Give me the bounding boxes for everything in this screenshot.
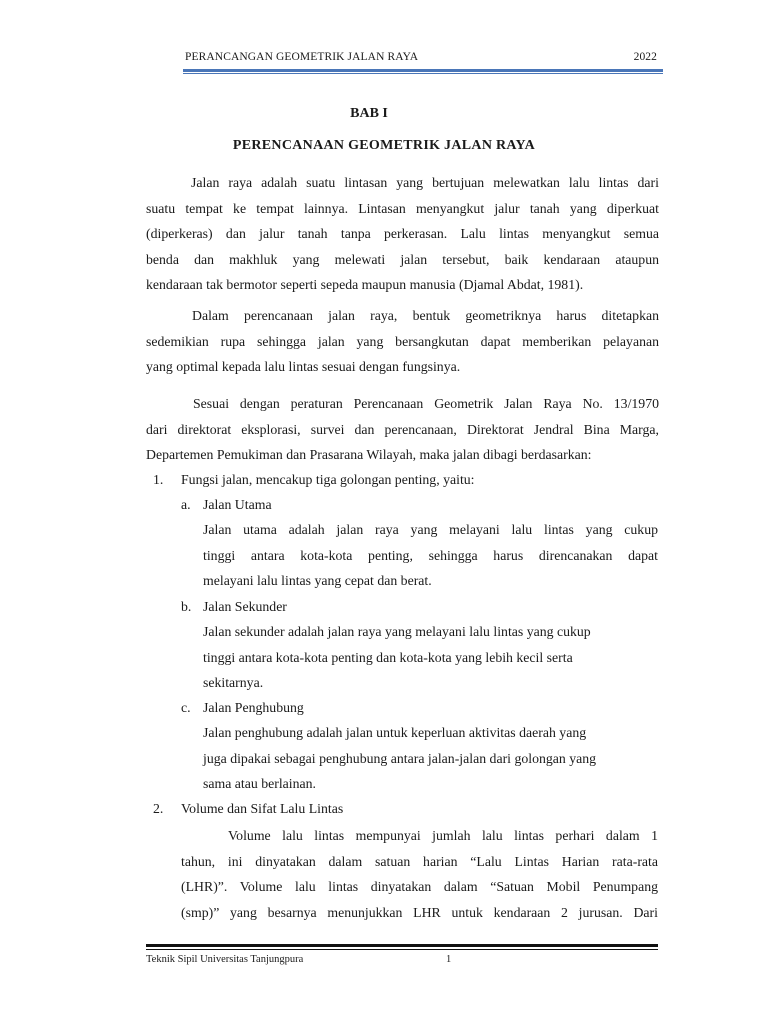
description-line: (smp)” yang besarnya menunjukkan LHR untuk kendaraan 2 jurusan. Dari xyxy=(181,904,658,920)
footer-institution: Teknik Sipil Universitas Tanjungpura xyxy=(146,954,304,965)
header-rule-thin xyxy=(183,73,663,74)
paragraph-3 xyxy=(146,391,659,468)
list-description-2 xyxy=(181,823,658,925)
paragraph-line: (diperkeras) dan jalur tanah tanpa perkerasan. Lalu lintas menyangkut semua xyxy=(146,226,659,241)
paragraph-line: Departemen Pemukiman dan Prasarana Wilayah, maka jalan dibagi berdasarkan: xyxy=(146,447,592,462)
paragraph-line: benda dan makhluk yang melewati jalan tersebut, baik kendaraan ataupun xyxy=(146,251,659,267)
paragraph-line: yang optimal kepada lalu lintas sesuai dengan fungsinya. xyxy=(146,359,461,374)
sublist-label-a: Jalan Utama xyxy=(203,497,272,512)
sublist-label-b: Jalan Sekunder xyxy=(203,599,287,614)
description-line: Jalan penghubung adalah jalan untuk keperluan aktivitas daerah yang xyxy=(203,725,587,740)
sublist-marker-a: a. xyxy=(181,497,191,512)
footer-rule xyxy=(146,944,658,947)
sublist-marker-b: b. xyxy=(181,599,192,614)
chapter-label: BAB I xyxy=(350,106,388,121)
description-line: Volume lalu lintas mempunyai jumlah lalu lintas perhari dalam 1 xyxy=(228,828,658,843)
sublist-description-c xyxy=(203,720,649,797)
description-line: juga dipakai sebagai penghubung antara jalan-jalan dari golongan yang xyxy=(203,750,597,766)
paragraph-line: Dalam perencanaan jalan raya, bentuk geometriknya harus ditetapkan xyxy=(192,308,659,323)
header-rule xyxy=(183,69,663,72)
paragraph-line: dari direktorat eksplorasi, survei dan perencanaan, Direktorat Jendral Bina Marga, xyxy=(146,421,659,437)
paragraph-2 xyxy=(146,303,659,380)
list-number-2: 2. xyxy=(153,801,164,816)
paragraph-line: suatu tempat ke tempat lainnya. Lintasan menyangkut jalur tanah yang diperkuat xyxy=(146,200,659,216)
paragraph-line: sedemikian rupa sehingga jalan yang bersangkutan dapat memberikan pelayanan xyxy=(146,333,659,349)
sublist-description-b xyxy=(203,619,643,696)
chapter-title: PERENCANAAN GEOMETRIK JALAN RAYA xyxy=(232,138,536,153)
header-title: PERANCANGAN GEOMETRIK JALAN RAYA xyxy=(185,51,419,63)
paragraph-1 xyxy=(146,170,659,298)
description-line: sama atau berlainan. xyxy=(203,776,317,791)
paragraph-line: Sesuai dengan peraturan Perencanaan Geometrik Jalan Raya No. 13/1970 xyxy=(193,396,659,411)
list-label-1: Fungsi jalan, mencakup tiga golongan penting, yaitu: xyxy=(181,472,475,487)
paragraph-line: kendaraan tak bermotor seperti sepeda maupun manusia (Djamal Abdat, 1981). xyxy=(146,277,584,292)
description-line: Jalan sekunder adalah jalan raya yang melayani lalu lintas yang cukup xyxy=(203,624,591,639)
description-line: (LHR)”. Volume lalu lintas dinyatakan dalam “Satuan Mobil Penumpang xyxy=(181,879,658,894)
description-line: tinggi antara kota-kota penting dan kota-kota yang lebih kecil serta xyxy=(203,649,573,665)
description-line: Jalan utama adalah jalan raya yang melayani lalu lintas yang cukup xyxy=(203,522,658,537)
sublist-label-c: Jalan Penghubung xyxy=(203,700,304,715)
paragraph-line: Jalan raya adalah suatu lintasan yang bertujuan melewatkan lalu lintas dari xyxy=(191,175,659,190)
description-line: melayani lalu lintas yang cepat dan berat. xyxy=(203,573,432,588)
list-label-2: Volume dan Sifat Lalu Lintas xyxy=(181,801,344,816)
description-line: tahun, ini dinyatakan dalam satuan harian “Lalu Lintas Harian rata-rata xyxy=(181,853,658,869)
sublist-marker-c: c. xyxy=(181,700,191,715)
footer-rule-thin xyxy=(146,949,658,950)
footer-page-number: 1 xyxy=(446,954,452,965)
sublist-description-a xyxy=(203,517,658,594)
header-year: 2022 xyxy=(633,51,657,63)
description-line: tinggi antara kota-kota penting, sehingga harus direncanakan dapat xyxy=(203,547,658,563)
list-number-1: 1. xyxy=(153,472,164,487)
description-line: sekitarnya. xyxy=(203,675,264,690)
